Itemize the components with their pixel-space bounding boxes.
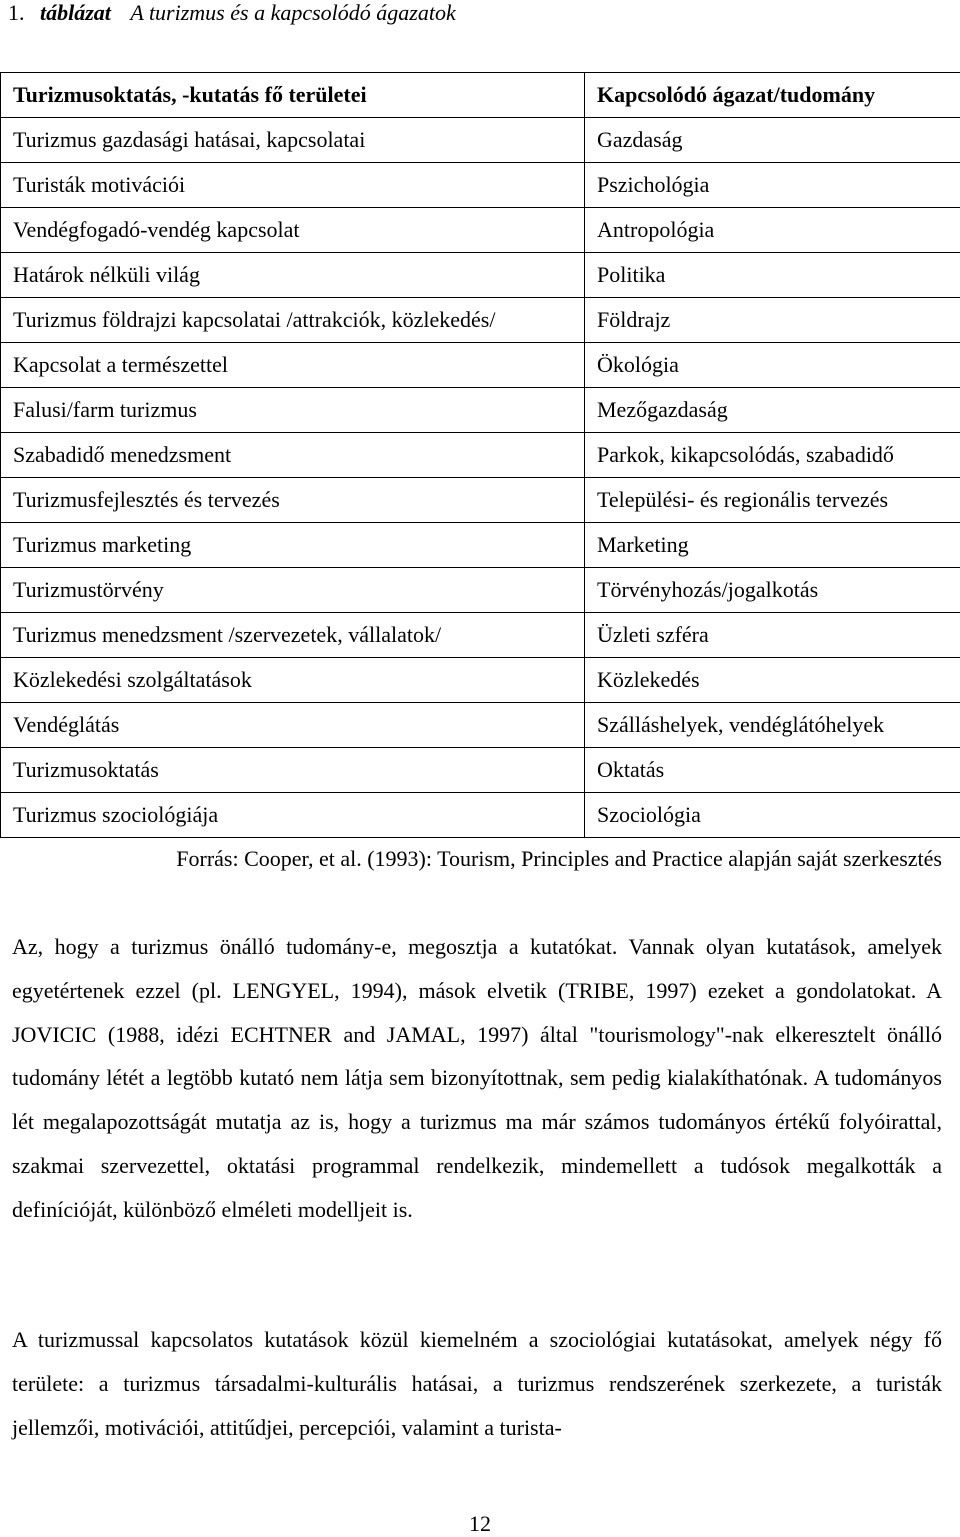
caption-label: táblázat — [40, 0, 111, 25]
table-row — [1, 523, 960, 568]
cell-related-field: Települési- és regionális tervezés — [585, 478, 960, 523]
cell-related-field: Ökológia — [585, 343, 960, 388]
body-paragraph-1: Az, hogy a turizmus önálló tudomány-e, megosztja a kutatókat. Vannak olyan kutatások, amelyek egyetértenek ezzel (pl. LENGYEL, 1994), mások elvetik (TRIBE, 1997) ezeket a gondolatokat. A JOVICIC (1988, idézi ECHTNER and JAMAL, 1997) által "tourismology"-nak elkeresztelt önálló tudomány létét a legtöbb kutató nem látja sem bizonyítottnak, sem pedig kialakíthatónak. A tudományos lét megalapozottságát mutatja az is, hogy a turizmus ma már számos tudományos értékű folyóirattal, szakmai szervezettel, oktatási programmal rendelkezik, mindemellett a tudósok megalkották a definícióját, különböző elméleti modelljeit is. — [12, 925, 942, 1232]
body-paragraph-2: A turizmussal kapcsolatos kutatások közül kiemelném a szociológiai kutatásokat, amelyek négy fő területe: a turizmus társadalmi-kulturális hatásai, a turizmus rendszerének szerkezete, a turisták jellemzői, motivációi, attitűdjei, percepciói, valamint a turista- — [12, 1318, 942, 1449]
table-row — [1, 118, 960, 163]
tourism-table — [0, 72, 960, 838]
header-related-fields: Kapcsolódó ágazat/tudomány — [585, 73, 960, 118]
cell-related-field: Mezőgazdaság — [585, 388, 960, 433]
table-row — [1, 208, 960, 253]
caption-number: 1. — [8, 0, 25, 25]
cell-related-field: Üzleti szféra — [585, 613, 960, 658]
cell-research-area: Közlekedési szolgáltatások — [1, 658, 585, 703]
cell-related-field: Politika — [585, 253, 960, 298]
cell-research-area: Kapcsolat a természettel — [1, 343, 585, 388]
cell-related-field: Gazdaság — [585, 118, 960, 163]
cell-research-area: Turizmus földrajzi kapcsolatai /attrakciók, közlekedés/ — [1, 298, 585, 343]
cell-research-area: Turizmus menedzsment /szervezetek, vállalatok/ — [1, 613, 585, 658]
table-row — [1, 298, 960, 343]
table-row — [1, 163, 960, 208]
table-row — [1, 793, 960, 838]
cell-research-area: Turisták motivációi — [1, 163, 585, 208]
table-row — [1, 613, 960, 658]
table-body — [1, 118, 960, 838]
header-research-areas: Turizmusoktatás, -kutatás fő területei — [1, 73, 585, 118]
cell-research-area: Turizmustörvény — [1, 568, 585, 613]
cell-related-field: Földrajz — [585, 298, 960, 343]
table-row — [1, 343, 960, 388]
cell-related-field: Szálláshelyek, vendéglátóhelyek — [585, 703, 960, 748]
cell-research-area: Szabadidő menedzsment — [1, 433, 585, 478]
cell-research-area: Vendégfogadó-vendég kapcsolat — [1, 208, 585, 253]
cell-related-field: Parkok, kikapcsolódás, szabadidő — [585, 433, 960, 478]
table-row — [1, 658, 960, 703]
table-row — [1, 253, 960, 298]
table-row — [1, 748, 960, 793]
cell-related-field: Oktatás — [585, 748, 960, 793]
source-note: Forrás: Cooper, et al. (1993): Tourism, Principles and Practice alapján saját szerkesztés — [12, 846, 942, 872]
tourism-table-container — [0, 72, 960, 838]
cell-research-area: Turizmusfejlesztés és tervezés — [1, 478, 585, 523]
caption-title: A turizmus és a kapcsolódó ágazatok — [130, 0, 455, 25]
cell-related-field: Antropológia — [585, 208, 960, 253]
page-number: 12 — [0, 1511, 960, 1537]
cell-research-area: Turizmus gazdasági hatásai, kapcsolatai — [1, 118, 585, 163]
cell-related-field: Közlekedés — [585, 658, 960, 703]
table-row — [1, 703, 960, 748]
cell-research-area: Turizmus marketing — [1, 523, 585, 568]
cell-related-field: Pszichológia — [585, 163, 960, 208]
table-header-row — [1, 73, 960, 118]
cell-related-field: Törvényhozás/jogalkotás — [585, 568, 960, 613]
table-row — [1, 433, 960, 478]
cell-related-field: Marketing — [585, 523, 960, 568]
cell-research-area: Falusi/farm turizmus — [1, 388, 585, 433]
table-row — [1, 388, 960, 433]
cell-research-area: Turizmusoktatás — [1, 748, 585, 793]
table-caption — [8, 0, 456, 26]
cell-related-field: Szociológia — [585, 793, 960, 838]
table-row — [1, 478, 960, 523]
cell-research-area: Turizmus szociológiája — [1, 793, 585, 838]
cell-research-area: Határok nélküli világ — [1, 253, 585, 298]
cell-research-area: Vendéglátás — [1, 703, 585, 748]
table-row — [1, 568, 960, 613]
